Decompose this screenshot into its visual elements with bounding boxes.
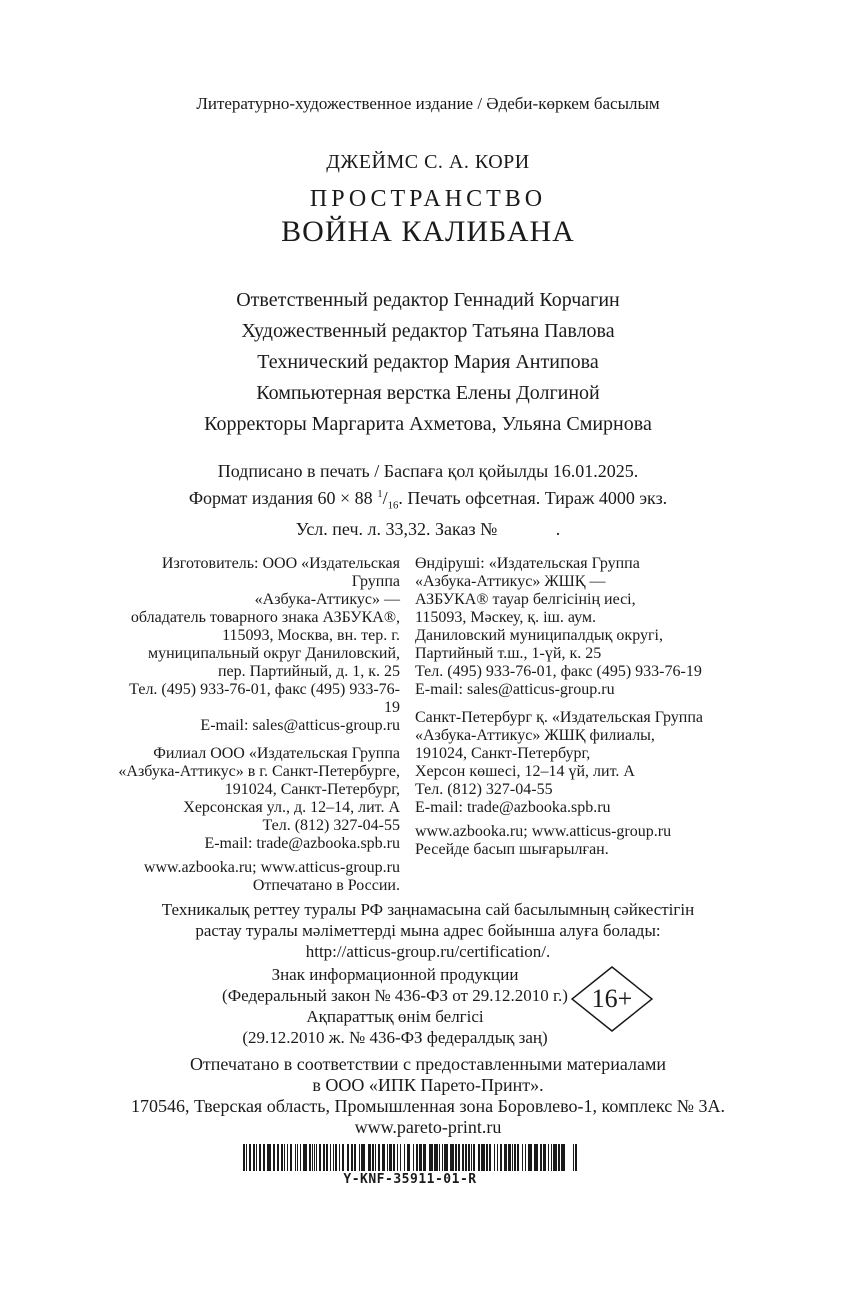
text-line: Филиал ООО «Издательская Группа [153, 744, 400, 762]
format-suffix: . Печать офсетная. Тираж 4000 экз. [398, 488, 668, 508]
text-line: E-mail: trade@azbooka.spb.ru [204, 834, 400, 852]
text-line: E-mail: trade@azbooka.spb.ru [415, 798, 611, 816]
websites-ru-block [115, 859, 400, 895]
format-fraction-slash: / [382, 488, 388, 508]
text-line: Тел. (495) 933-76-01, факс (495) 933-76-19 [415, 662, 702, 680]
age-info-section [0, 964, 856, 1048]
barcode-section [0, 1144, 838, 1187]
barcode-text: Y-KNF-35911-01-R [343, 1171, 477, 1187]
text-line: E-mail: sales@atticus-group.ru [200, 716, 400, 734]
websites-kz-block [415, 823, 741, 859]
printer-block [0, 1054, 856, 1138]
print-info-block [0, 460, 856, 541]
text-line: муниципальный округ Даниловский, [147, 644, 400, 662]
text-line: Санкт-Петербург қ. «Издательская Группа [415, 708, 703, 726]
format-prefix: Формат издания 60 × 88 [188, 488, 378, 508]
series-title: ПРОСТРАНСТВО [309, 186, 547, 212]
text-line: Художественный редактор Татьяна Павлова [241, 320, 615, 342]
text-line: пер. Партийный, д. 1, к. 25 [217, 662, 400, 680]
signed-to-print-line: Подписано в печать / Баспаға қол қойылды 16.01.2025. [217, 461, 639, 481]
editors-block [0, 285, 856, 440]
text-line: Тел. (495) 933-76-01, факс (495) 933-76-19 [129, 680, 400, 716]
text-line: Ресейде басып шығарылған. [415, 840, 609, 858]
text-line: www.azbooka.ru; www.atticus-group.ru [415, 822, 672, 840]
book-title: ВОЙНА КАЛИБАНА [281, 215, 575, 248]
text-line: Знак информационной продукции [271, 964, 519, 984]
age-rating-value: 16+ [591, 983, 633, 1013]
text-line: обладатель товарного знака АЗБУКА®, [130, 608, 400, 626]
publisher-column-ru [115, 555, 400, 895]
format-fraction-denominator: 16 [387, 499, 399, 512]
text-line: Компьютерная верстка Елены Долгиной [256, 382, 600, 404]
text-line: в ООО «ИПК Парето-Принт». [312, 1074, 544, 1095]
text-line: Отпечатано в России. [252, 876, 400, 894]
author-name: ДЖЕЙМС С. А. КОРИ [326, 151, 530, 173]
text-line: (29.12.2010 ж. № 436-ФЗ федералдық заң) [242, 1027, 548, 1047]
text-line: «Азбука-Аттикус» — [254, 590, 400, 608]
text-line: Изготовитель: ООО «Издательская Группа [161, 554, 400, 590]
certification-block [0, 899, 856, 962]
text-line: «Азбука-Аттикус» в г. Санкт-Петербурге, [118, 762, 400, 780]
text-line: АЗБУКА® тауар белгісінің иесі, [415, 590, 636, 608]
text-line: «Азбука-Аттикус» ЖШҚ филиалы, [415, 726, 655, 744]
text-line: 115093, Москва, вн. тер. г. [222, 626, 400, 644]
branch-kz-block [415, 709, 741, 817]
text-line: Даниловский муниципалдық округі, [415, 626, 663, 644]
branch-ru-block [115, 745, 400, 853]
manufacturer-kz-block [415, 555, 741, 699]
text-line: Херсон көшесі, 12–14 үй, лит. А [415, 762, 635, 780]
text-line: растау туралы мәліметтерді мына адрес бойынша алуға болады: [195, 920, 661, 940]
order-number-line: Усл. печ. л. 33,32. Заказ № . [295, 518, 561, 539]
text-line: Ответственный редактор Геннадий Корчагин [236, 289, 620, 311]
text-line: www.pareto-print.ru [354, 1116, 502, 1137]
text-line: Өндіруші: «Издательская Группа [415, 554, 640, 572]
text-line: Ақпараттық өнім белгісі [306, 1006, 484, 1026]
text-line: 170546, Тверская область, Промышленная зона Боровлево-1, комплекс № 3А. [131, 1095, 725, 1116]
text-line: Херсонская ул., д. 12–14, лит. А [183, 798, 400, 816]
manufacturer-ru-block [115, 555, 400, 735]
text-line: Тел. (812) 327-04-55 [415, 780, 553, 798]
text-line: 191024, Санкт-Петербург, [415, 744, 591, 762]
edition-type-line: Литературно-художественное издание / Әдеби-көркем басылым [196, 94, 660, 113]
age-rating-badge [571, 966, 653, 1032]
format-fraction-numerator: 1 [377, 488, 383, 500]
text-line: (Федеральный закон № 436-ФЗ от 29.12.2010 г.) [222, 985, 568, 1005]
age-notice-text [0, 964, 823, 1048]
text-line: www.azbooka.ru; www.atticus-group.ru [143, 858, 400, 876]
text-line: Техникалық реттеу туралы РФ заңнамасына сай басылымның сәйкестігін [161, 899, 695, 919]
text-line: Партийный т.ш., 1-үй, к. 25 [415, 644, 602, 662]
text-line: Корректоры Маргарита Ахметова, Ульяна Смирнова [204, 413, 652, 435]
publisher-column-kz [415, 555, 741, 895]
text-line: 191024, Санкт-Петербург, [224, 780, 400, 798]
text-line: «Азбука-Аттикус» ЖШҚ — [415, 572, 606, 590]
text-line: Отпечатано в соответствии с предоставленными материалами [189, 1053, 667, 1074]
text-line: Тел. (812) 327-04-55 [262, 816, 400, 834]
text-line: 115093, Мәскеу, қ. іш. аум. [415, 608, 597, 626]
publisher-columns [115, 555, 741, 895]
barcode-icon [243, 1144, 577, 1171]
text-line: Технический редактор Мария Антипова [257, 351, 599, 373]
format-line [0, 483, 856, 518]
text-line: http://atticus-group.ru/certification/. [305, 941, 551, 961]
text-line: E-mail: sales@atticus-group.ru [415, 680, 615, 698]
